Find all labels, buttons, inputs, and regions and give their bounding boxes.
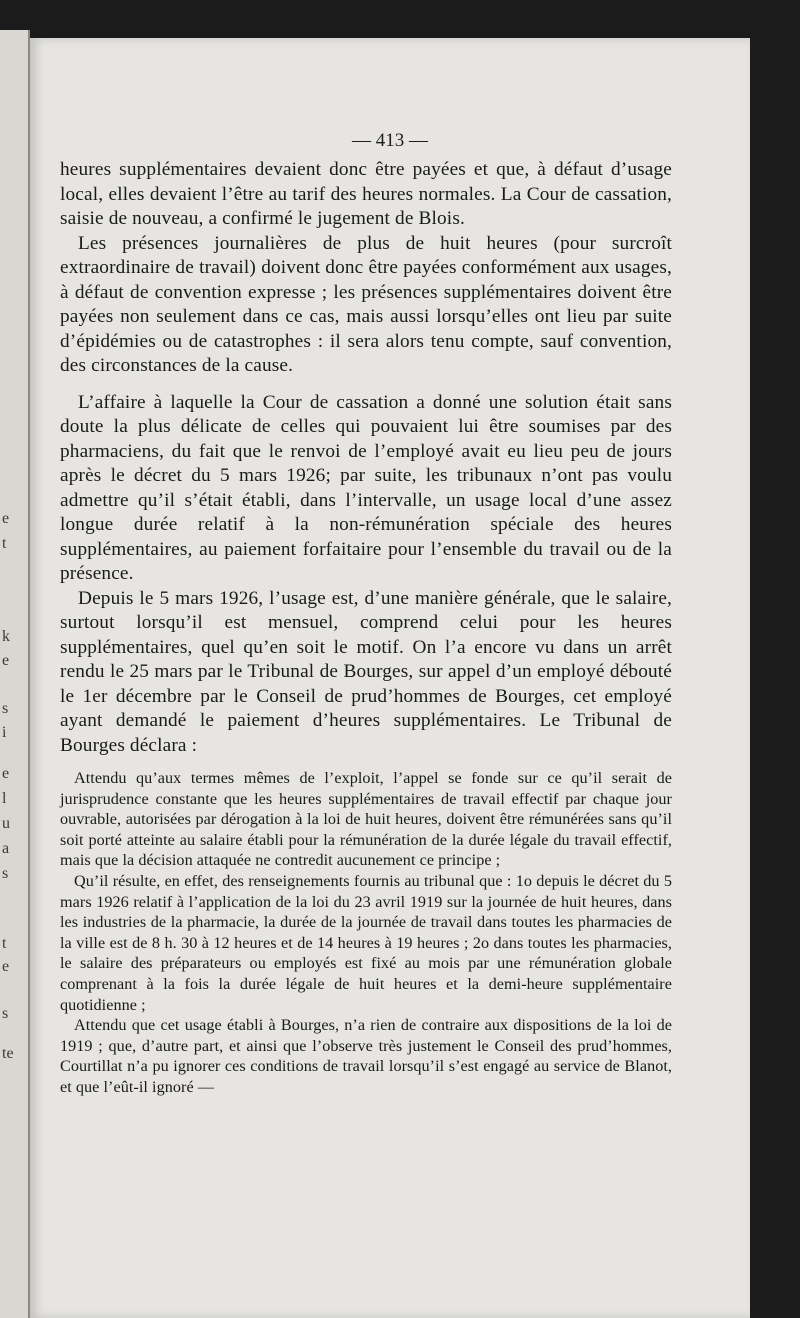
left-margin-fragment: e bbox=[2, 765, 10, 782]
page-number: — 413 — bbox=[352, 130, 428, 151]
left-margin-fragment: t bbox=[2, 935, 7, 952]
left-margin-fragment: l bbox=[2, 790, 7, 807]
left-margin-fragment: u bbox=[2, 815, 10, 832]
page-body bbox=[60, 158, 672, 1098]
left-margin-fragment: k bbox=[2, 628, 10, 645]
left-margin-fragment: s bbox=[2, 700, 9, 717]
left-margin-fragment: i bbox=[2, 724, 7, 741]
quote-paragraph: Qu’il résulte, en effet, des renseignements fournis au tribunal que : 1o depuis le décret du 5 mars 1926 relatif à l’application de la loi du 23 avril 1919 sur la journée de huit heures, dans les industries de la pharmacie, la durée de la journée de travail dans toutes les pharmacies de la ville est de 8 h. 30 à 12 heures et de 14 heures à 19 heures ; 2o dans toutes les pharmacies, le salaire des préparateurs ou employés est fixé au mois par une rémunération globale comprenant à la fois la durée légale de huit heures et la demi-heure supplémentaire quotidienne ; bbox=[60, 871, 672, 1014]
paragraph: L’affaire à laquelle la Cour de cassation a donné une solution était sans doute la plus délicate de celles qui pouvaient lui être soumises par des pharmaciens, du fait que le renvoi de l’employé avait eu lieu peu de jours après le décret du 5 mars 1926; par suite, les tribunaux n’ont pas voulu admettre qu’il s’était établi, dans l’intervalle, un usage local d’une assez longue durée relatif à la non-rémunération spéciale des heures supplémentaires, au paiement forfaitaire pour l’ensemble du travail ou de la présence. bbox=[60, 391, 672, 584]
left-margin-fragment: t bbox=[2, 535, 7, 552]
paragraph: Les présences journalières de plus de huit heures (pour surcroît extraordinaire de travail) doivent donc être payées conformément aux usages, à défaut de convention expresse ; les présences supplémentaires doivent être payées non seulement dans ce cas, mais aussi lorsqu’elles ont lieu par suite d’épidémies ou de catastrophes : il sera alors tenu compte, sauf convention, des circonstances de la cause. bbox=[60, 232, 672, 376]
paragraph: heures supplémentaires devaient donc être payées et que, à défaut d’usage local, elles devaient l’être au tarif des heures normales. La Cour de cassation, saisie de nouveau, a confirmé le jugement de Blois. bbox=[60, 159, 672, 229]
book-page bbox=[30, 38, 750, 1318]
quote-paragraph: Attendu qu’aux termes mêmes de l’exploit, l’appel se fonde sur ce qu’il serait de jurisprudence constante que les heures supplémentaires de travail effectif par chaque jour ouvrable, autorisées par dérogation à la loi de huit heures, doivent être rémunérées sans qu’il soit porté atteinte au salaire établi pour la rémunération de la durée légale du travail effectif, mais que la décision attaquée ne contredit aucunement ce principe ; bbox=[60, 769, 672, 870]
left-margin-fragment: s bbox=[2, 1005, 9, 1022]
left-margin-fragment: s bbox=[2, 865, 9, 882]
adjacent-page-edge bbox=[0, 30, 30, 1318]
left-margin-fragment: e bbox=[2, 510, 10, 527]
left-margin-fragment: a bbox=[2, 840, 10, 857]
quoted-judgment bbox=[60, 768, 672, 1098]
left-margin-fragment: te bbox=[2, 1045, 14, 1062]
paragraph-spacer bbox=[60, 379, 672, 391]
paragraph: Depuis le 5 mars 1926, l’usage est, d’une manière générale, que le salaire, surtout lorsqu’il est mensuel, comprend celui pour les heures supplémentaires, quel qu’en soit le motif. On l’a encore vu dans un arrêt rendu le 25 mars par le Tribunal de Bourges, sur appel d’un employé débouté le 1er décembre par le Conseil de prud’hommes de Bourges, cet employé ayant demandé le paiement d’heures supplémentaires. Le Tribunal de Bourges déclara : bbox=[60, 587, 672, 756]
quote-paragraph: Attendu que cet usage établi à Bourges, n’a rien de contraire aux dispositions de la loi de 1919 ; que, d’autre part, et ainsi que l’observe très justement le Conseil des prud’hommes, Courtillat n’a pu ignorer ces conditions de travail lorsqu’il s’est engagé au service de Blanot, et que l’eût-il ignoré — bbox=[60, 1016, 672, 1096]
left-margin-fragment: e bbox=[2, 958, 10, 975]
left-margin-fragment: e bbox=[2, 652, 10, 669]
